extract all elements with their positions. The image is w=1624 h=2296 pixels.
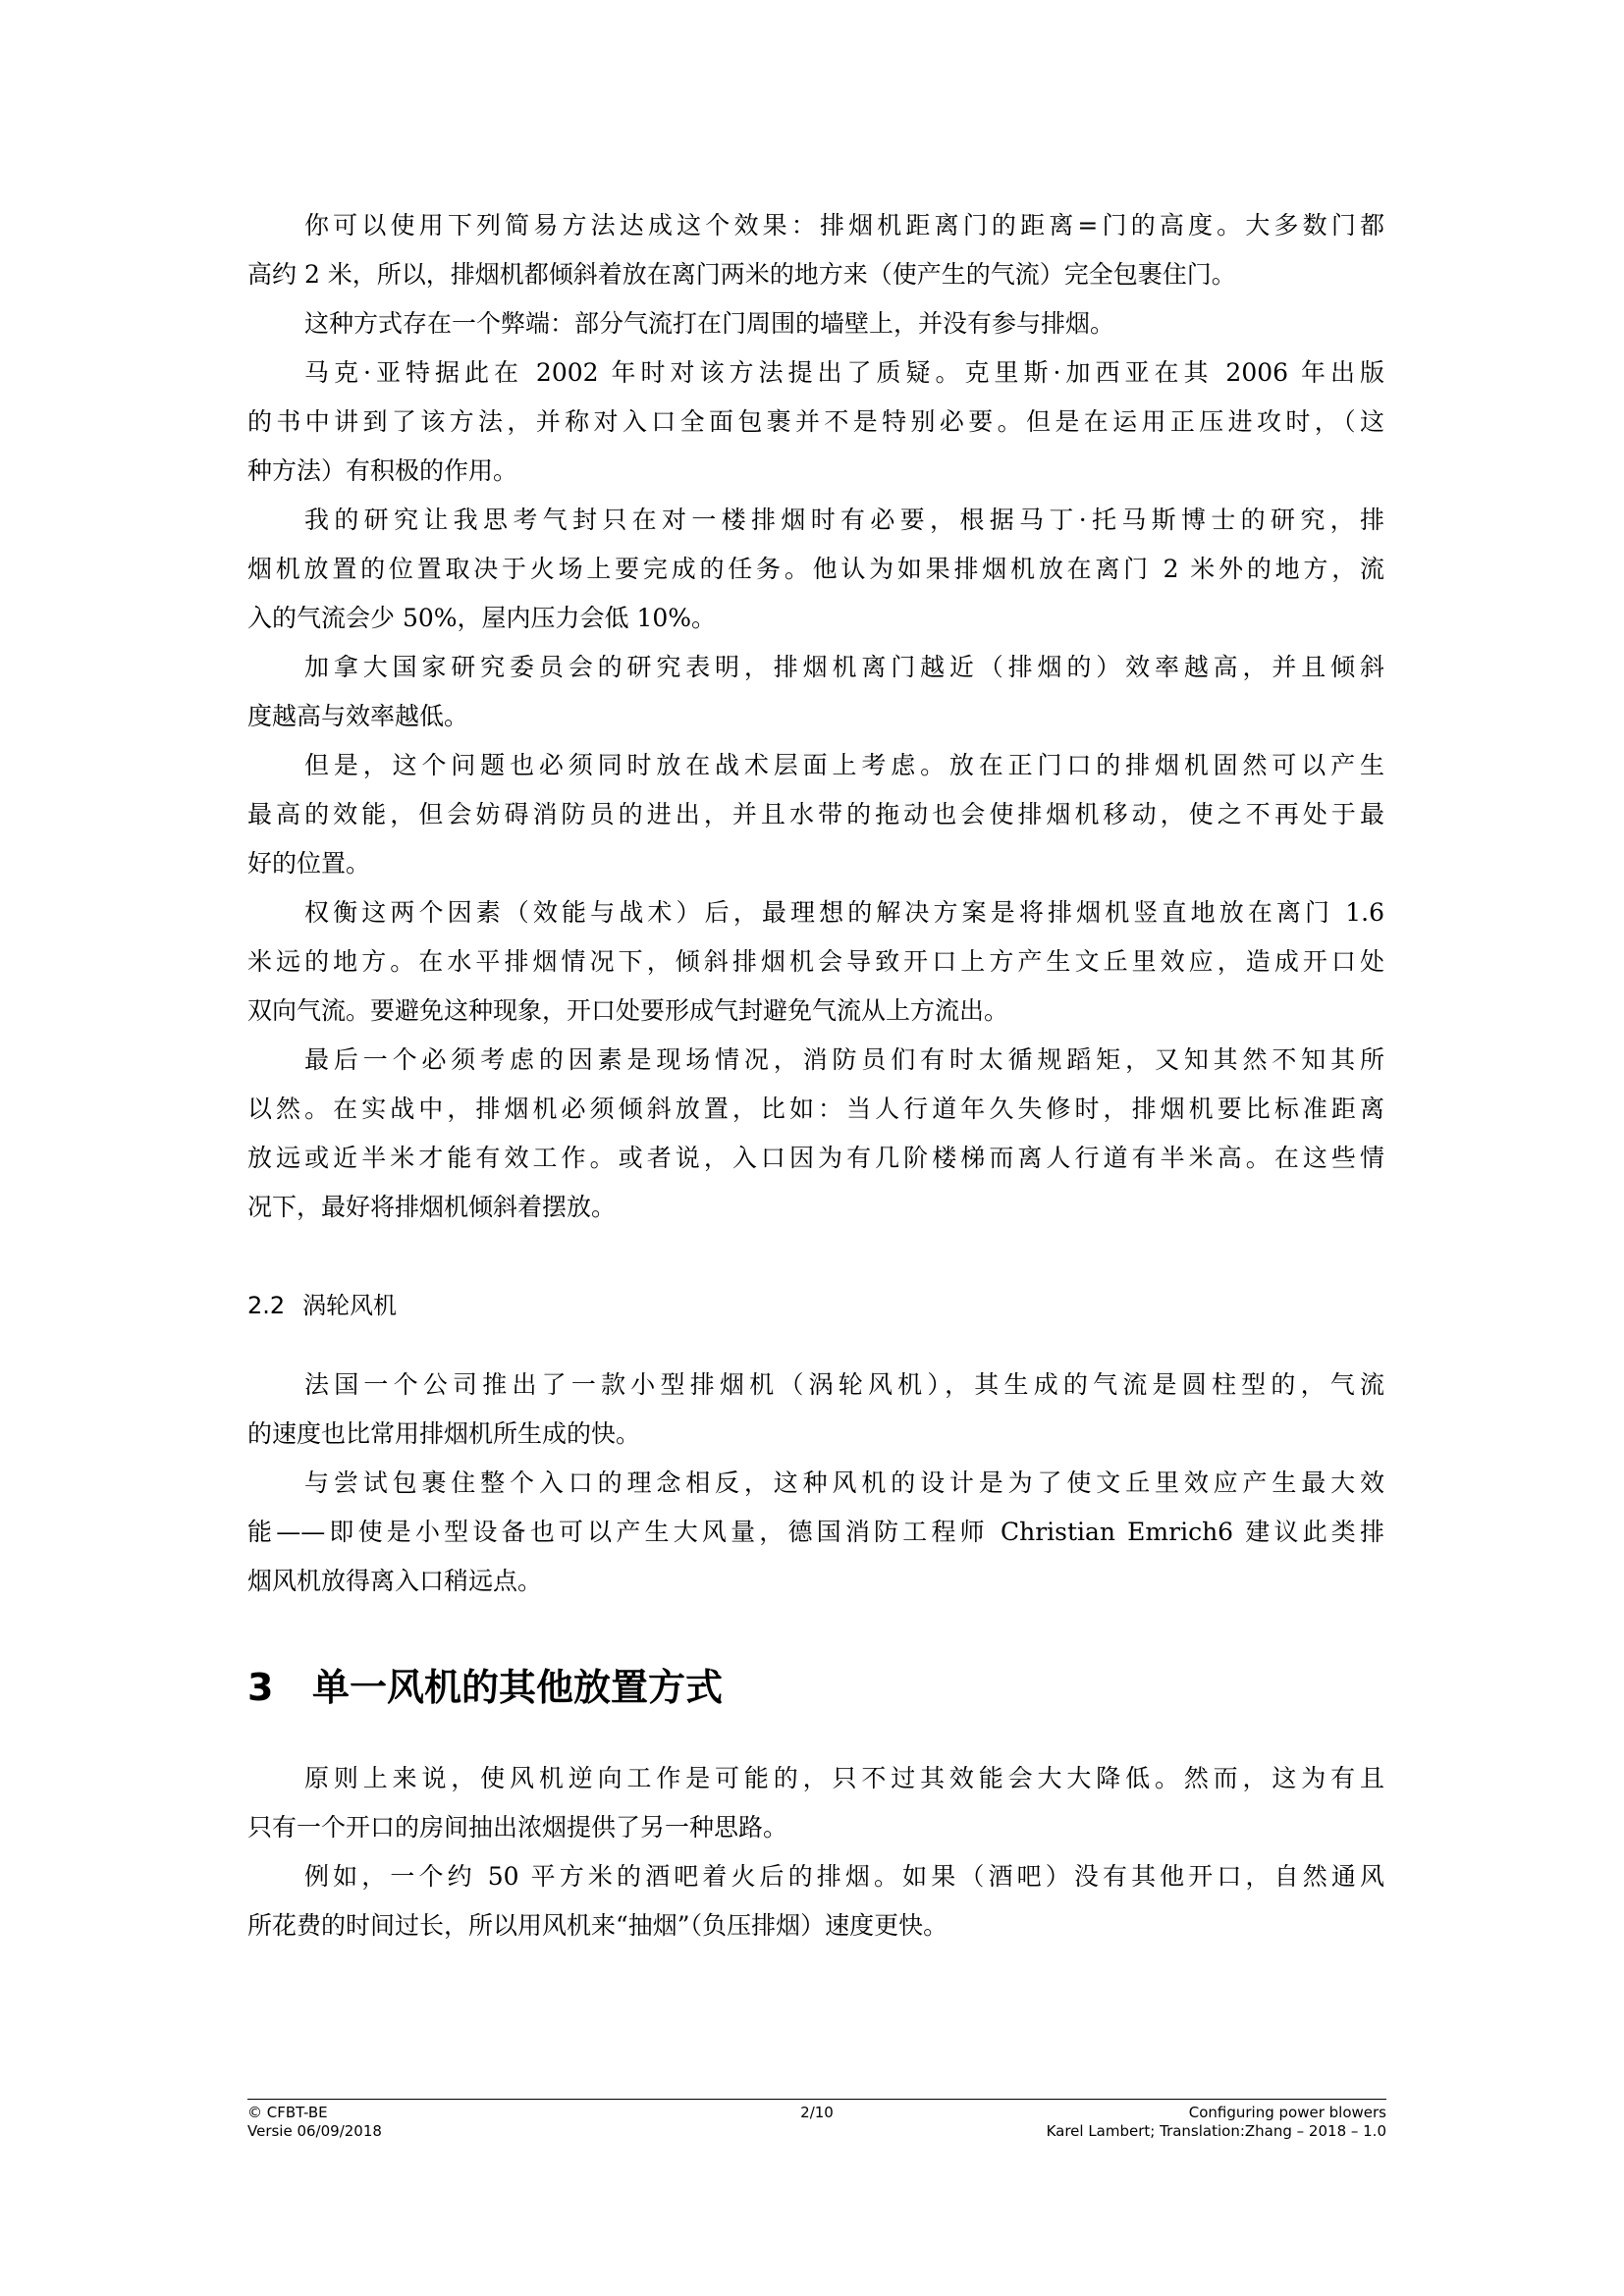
text-line: 只有一个开口的房间抽出浓烟提供了另一种思路。	[247, 1813, 788, 1842]
text-line: 最高的效能，但会妨碍消防员的进出，并且水带的拖动也会使排烟机移动，使之不再处于最	[247, 800, 1384, 828]
text-line: 烟机放置的位置取决于火场上要完成的任务。他认为如果排烟机放在离门 2 米外的地方，流	[247, 555, 1384, 583]
text-line: 烟风机放得离入口稍远点。	[247, 1567, 543, 1595]
footer-right	[1047, 2104, 1386, 2141]
footer-version: Versie 06/09/2018	[247, 2122, 382, 2140]
text-line: 高约 2 米，所以，排烟机都倾斜着放在离门两米的地方来（使产生的气流）完全包裹住门。	[247, 260, 1236, 289]
text-line: 以然。在实战中，排烟机必须倾斜放置，比如：当人行道年久失修时，排烟机要比标准距离	[247, 1095, 1384, 1123]
section-title: 涡轮风机	[302, 1292, 397, 1319]
text-line: 加拿大国家研究委员会的研究表明，排烟机离门越近（排烟的）效率越高，并且倾斜	[304, 653, 1384, 681]
section-3-heading	[247, 1657, 723, 1711]
text-line: 双向气流。要避免这种现象，开口处要形成气封避免气流从上方流出。	[247, 996, 1009, 1025]
text-line: 法国一个公司推出了一款小型排烟机（涡轮风机），其生成的气流是圆柱型的，气流	[304, 1370, 1384, 1399]
paragraph	[247, 888, 1384, 1036]
paragraph	[247, 1361, 1384, 1459]
text-line: 入的气流会少 50%，屋内压力会低 10%。	[247, 604, 717, 632]
text-line: 你可以使用下列简易方法达成这个效果：排烟机距离门的距离=门的高度。大多数门都	[304, 211, 1384, 240]
section-2-2-heading	[247, 1286, 397, 1320]
paragraph	[247, 741, 1384, 888]
text-line: 的书中讲到了该方法，并称对入口全面包裹并不是特别必要。但是在运用正压进攻时，（这	[247, 407, 1384, 436]
paragraph	[247, 348, 1384, 496]
paragraph	[247, 1754, 1384, 1852]
text-line: 能——即使是小型设备也可以产生大风量，德国消防工程师 Christian Emrich6 建议此类排	[247, 1518, 1384, 1546]
section-2-2-body	[247, 1361, 1384, 1606]
text-line: 好的位置。	[247, 849, 371, 878]
paragraph	[247, 201, 1384, 299]
paragraph	[247, 643, 1384, 741]
page-footer	[247, 2099, 1386, 2140]
text-line: 的速度也比常用排烟机所生成的快。	[247, 1419, 641, 1448]
footer-credits: Karel Lambert; Translation:Zhang – 2018 – 1.0	[1046, 2122, 1386, 2140]
text-line: 我的研究让我思考气封只在对一楼排烟时有必要，根据马丁·托马斯博士的研究，排	[304, 506, 1384, 534]
text-line: 例如，一个约 50 平方米的酒吧着火后的排烟。如果（酒吧）没有其他开口，自然通风	[304, 1862, 1384, 1891]
text-line: 所花费的时间过长，所以用风机来“抽烟”（负压排烟）速度更快。	[247, 1911, 948, 1940]
footer-page-number: 2/10	[800, 2104, 834, 2121]
text-line: 权衡这两个因素（效能与战术）后，最理想的解决方案是将排烟机竖直地放在离门 1.6	[304, 898, 1384, 927]
section-number: 3	[247, 1666, 274, 1709]
section-number: 2.2	[247, 1292, 286, 1319]
text-line: 马克·亚特据此在 2002 年时对该方法提出了质疑。克里斯·加西亚在其 2006 年出版	[304, 358, 1384, 387]
text-line: 米远的地方。在水平排烟情况下，倾斜排烟机会导致开口上方产生文丘里效应，造成开口处	[247, 947, 1384, 976]
paragraph	[247, 1459, 1384, 1606]
paragraph	[247, 299, 1384, 348]
text-line: 最后一个必须考虑的因素是现场情况，消防员们有时太循规蹈矩，又知其然不知其所	[304, 1045, 1384, 1074]
text-line: 放远或近半米才能有效工作。或者说，入口因为有几阶楼梯而离人行道有半米高。在这些情	[247, 1144, 1384, 1172]
text-line: 原则上来说，使风机逆向工作是可能的，只不过其效能会大大降低。然而，这为有且	[304, 1764, 1384, 1792]
section-3-body	[247, 1754, 1384, 1950]
footer-doc-title: Configuring power blowers	[1188, 2104, 1386, 2121]
paragraph	[247, 496, 1384, 643]
paragraph	[247, 1852, 1384, 1950]
footer-copyright: © CFBT-BE	[247, 2104, 328, 2121]
text-line: 度越高与效率越低。	[247, 702, 469, 730]
text-line: 种方法）有积极的作用。	[247, 456, 518, 485]
text-line: 这种方式存在一个弊端：部分气流打在门周围的墙壁上，并没有参与排烟。	[304, 309, 1115, 338]
text-line: 况下，最好将排烟机倾斜着摆放。	[247, 1193, 617, 1221]
text-line: 但是，这个问题也必须同时放在战术层面上考虑。放在正门口的排烟机固然可以产生	[304, 751, 1384, 779]
paragraph	[247, 1036, 1384, 1232]
text-line: 与尝试包裹住整个入口的理念相反，这种风机的设计是为了使文丘里效应产生最大效	[304, 1468, 1384, 1497]
section-1-body	[247, 201, 1384, 1232]
section-title: 单一风机的其他放置方式	[312, 1666, 724, 1709]
